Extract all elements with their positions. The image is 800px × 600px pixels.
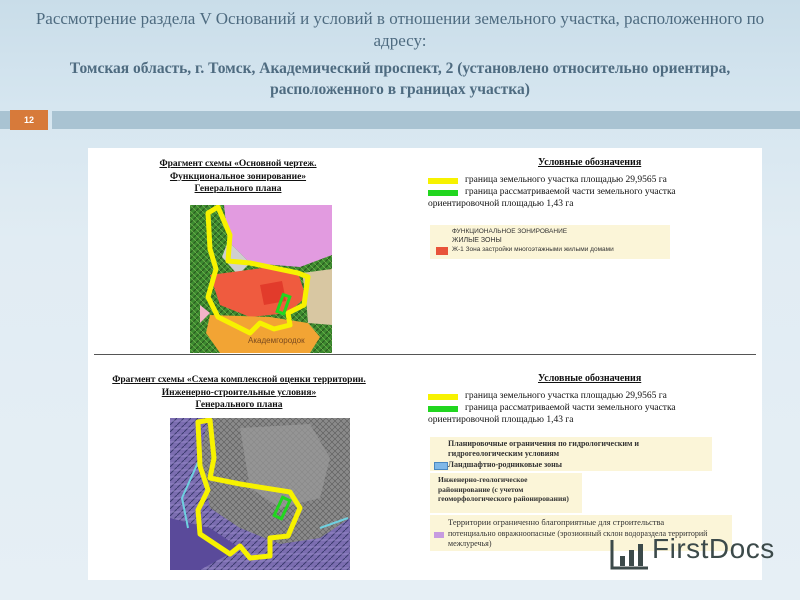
top-caption-line-3: Генерального плана: [194, 184, 282, 194]
bottom-legend-title: Условные обозначения: [538, 373, 642, 384]
landscape-zones: Ландшафтно-родниковые зоны: [448, 460, 563, 469]
restrictions-header: Планировочные ограничения по гидрологическим и гидрогеологическим условиям: [448, 439, 640, 458]
top-legend-item-2: граница рассматриваемой части земельного участка: [465, 187, 676, 197]
ravine-item: потенциально овражноопасные (эрозионный склон водораздела территорий межлуречья): [448, 529, 708, 548]
bottom-map-caption: [108, 374, 370, 412]
slide-subtitle: Томская область, г. Томск, Академический проспект, 2 (установлено относительно ориентира, расположенного в границах участка): [69, 60, 731, 98]
engineering-geo-box: [430, 473, 582, 513]
top-legend-continuation: ориентировочной площадью 1,43 га: [428, 199, 574, 209]
landscape-swatch: [434, 462, 448, 470]
ravine-swatch: [434, 532, 444, 538]
zoning-header-1: ФУНКЦИОНАЛЬНОЕ ЗОНИРОВАНИЕ: [452, 228, 568, 235]
watermark-text: FirstDocs: [652, 533, 775, 564]
top-map-caption: [128, 158, 348, 196]
top-zoning-box: [430, 225, 670, 259]
content-panel: [88, 148, 762, 580]
zoning-header-2: ЖИЛЫЕ ЗОНЫ: [452, 237, 502, 244]
top-legend-swatch-yellow: [428, 178, 458, 184]
zone-swatch-red: [436, 247, 448, 255]
bottom-legend-continuation: ориентировочной площадью 1,43 га: [428, 415, 574, 425]
top-map: [190, 205, 332, 353]
slide-title: Рассмотрение раздела V Оснований и условий в отношении земельного участка, расположенного по адресу:: [35, 9, 765, 50]
restrictions-box: [430, 437, 712, 471]
top-legend-title: Условные обозначения: [538, 157, 642, 168]
top-map-label: Академгородок: [248, 336, 305, 345]
header-rule-left: [0, 111, 10, 129]
header-rule-right: [52, 111, 800, 129]
limited-territories: Территории ограниченно благоприятные для строительства: [448, 517, 665, 527]
top-legend-swatch-green: [428, 190, 458, 196]
top-legend-item-1: граница земельного участка площадью 29,9565 га: [465, 175, 667, 185]
section-divider: [94, 354, 756, 355]
page-number: 12: [10, 110, 48, 130]
top-caption-line-2: Функциональное зонирование»: [169, 171, 307, 182]
engineering-geo-text: Инженерно-геологическое районирование (с учетом геоморфологического районирования): [438, 475, 569, 503]
watermark-logo-icon: [608, 536, 652, 572]
bottom-legend-item-2: граница рассматриваемой части земельного участка: [465, 403, 676, 413]
bottom-legend-item-1: граница земельного участка площадью 29,9565 га: [465, 391, 667, 401]
bottom-map: [170, 418, 350, 570]
bottom-legend-swatch-green: [428, 406, 458, 412]
bottom-caption-line-3: Генерального плана: [195, 400, 283, 410]
zoning-item: Ж-1 Зона застройки многоэтажными жилыми домами: [452, 246, 614, 253]
top-caption-line-1: Фрагмент схемы «Основной чертеж.: [159, 159, 317, 169]
bottom-legend-swatch-yellow: [428, 394, 458, 400]
bottom-caption-line-2: Инженерно-строительные условия»: [161, 387, 317, 398]
bottom-caption-line-1: Фрагмент схемы «Схема комплексной оценки территории.: [112, 375, 366, 385]
